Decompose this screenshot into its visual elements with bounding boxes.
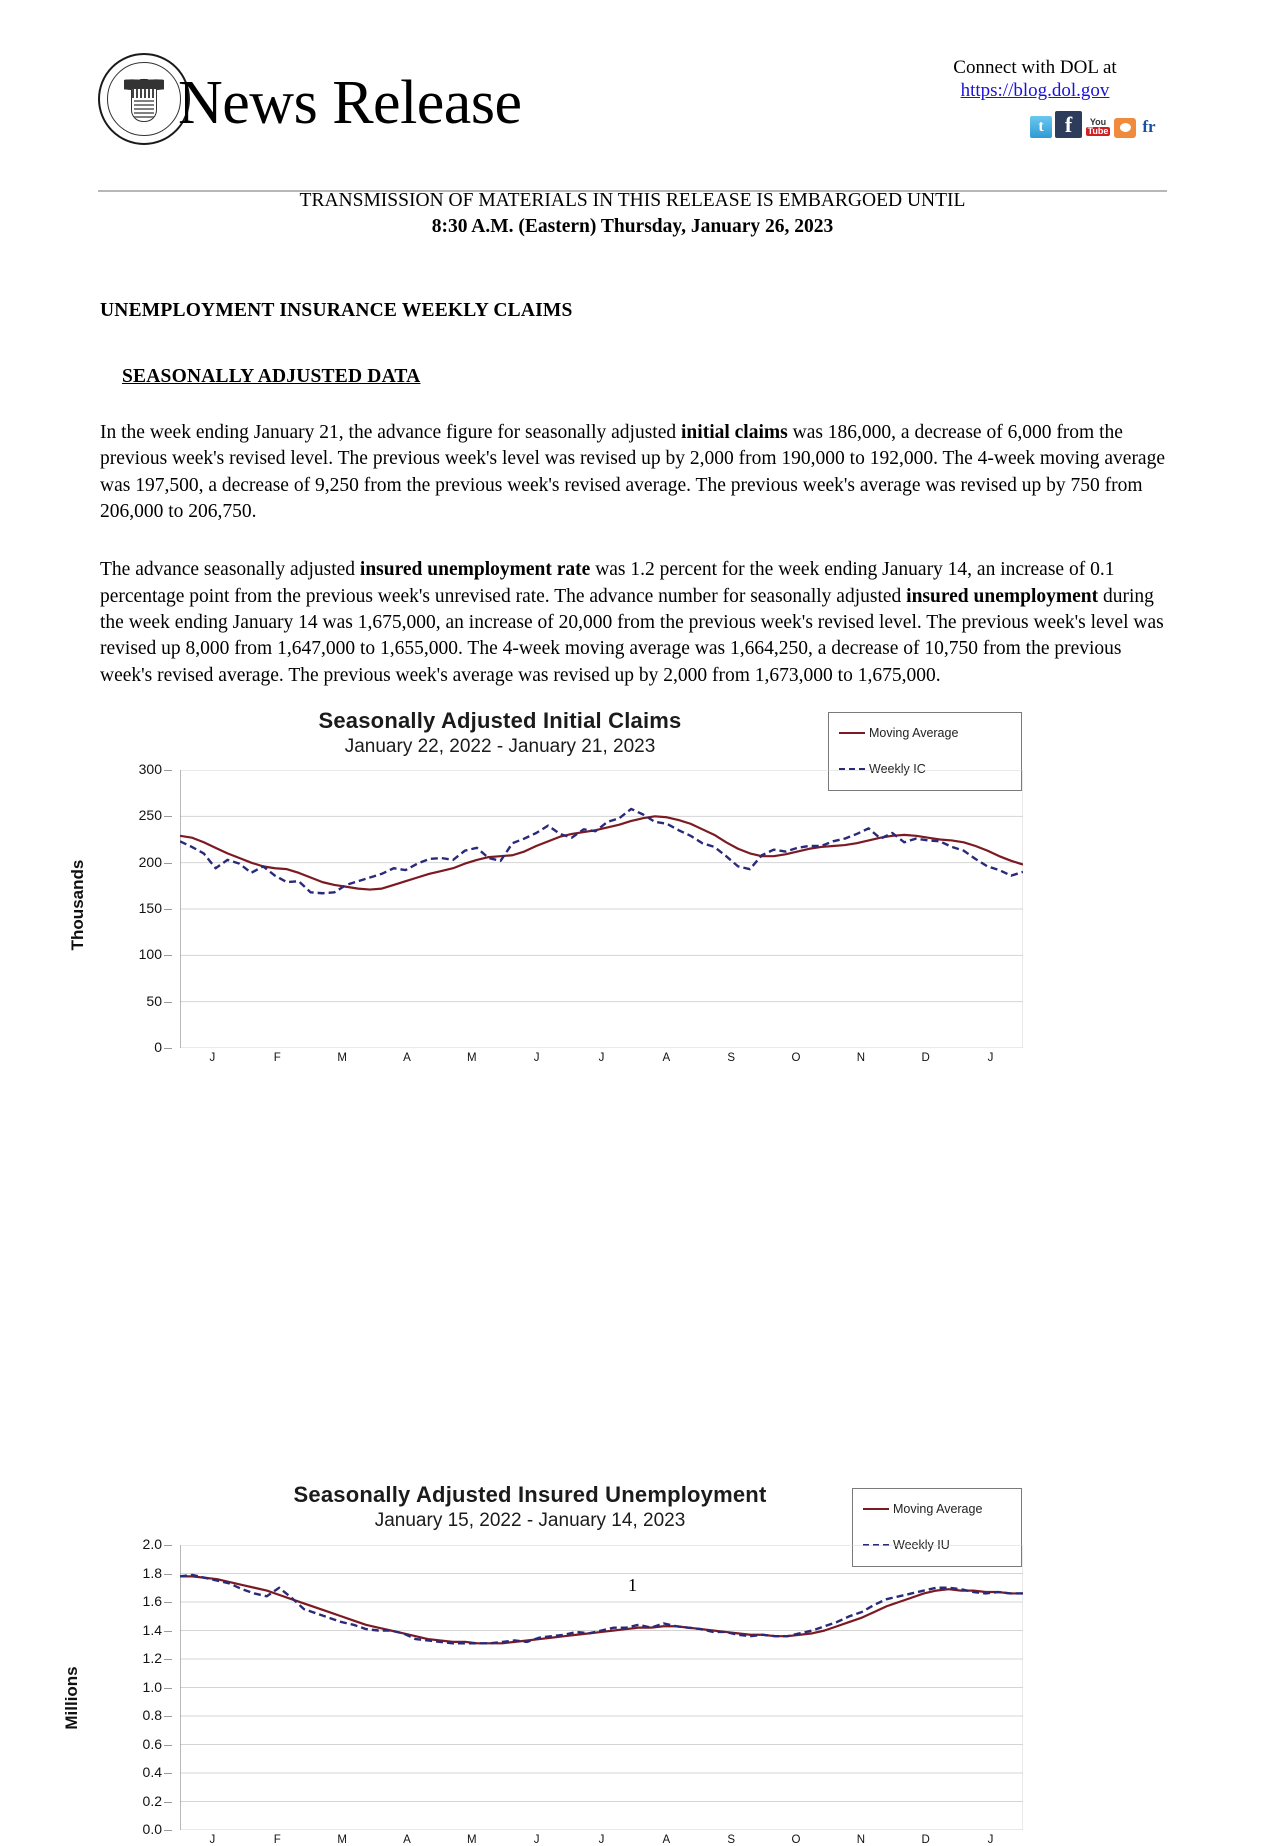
- insured-unemployment-chart-xtick-2: M: [337, 1834, 347, 1846]
- tick-mark: [164, 1745, 172, 1746]
- initial-claims-chart-xtick-10: N: [856, 1052, 866, 1064]
- initial-claims-chart-ytick-4: 200: [138, 853, 162, 870]
- chart1-y-axis: [110, 761, 172, 1055]
- shield-icon: [131, 88, 157, 122]
- initial-claims-chart-xtick-6: J: [598, 1052, 605, 1064]
- chart1-ylabel: Thousands: [68, 859, 87, 951]
- tick-mark: [164, 816, 172, 817]
- insured-unemployment-chart-ytick-6: 1.2: [142, 1650, 162, 1666]
- youtube-icon-bottom: Tube: [1087, 125, 1109, 136]
- initial-claims-chart-series-1: [180, 809, 1023, 893]
- insured-unemployment-chart-ytick-2: 0.4: [142, 1764, 162, 1780]
- insured-unemployment-chart-xtick-11: D: [921, 1834, 930, 1846]
- chart1-plot-area: [180, 770, 1023, 1048]
- chart2-x-axis: [180, 1834, 1023, 1846]
- p2-bold-2: insured unemployment: [906, 585, 1099, 607]
- page-header: [0, 0, 1265, 150]
- insured-unemployment-chart-xtick-6: J: [598, 1834, 605, 1846]
- initial-claims-chart-xtick-5: J: [533, 1052, 540, 1064]
- p1-text-a: In the week ending January 21, the advance figure for seasonally adjusted: [100, 422, 682, 443]
- insured-unemployment-chart-ytick-0: 0.0: [142, 1821, 162, 1837]
- initial-claims-chart-xtick-11: D: [921, 1052, 930, 1064]
- tick-mark: [164, 1602, 172, 1603]
- insured-unemployment-chart-ytick-4: 0.8: [142, 1707, 162, 1723]
- insured-unemployment-chart-ytick-3: 0.6: [142, 1735, 162, 1752]
- p2-bold-1: insured unemployment rate: [359, 559, 591, 581]
- insured-unemployment-chart-ytick-5: 1.0: [142, 1678, 162, 1695]
- insured-unemployment-chart-xtick-3: A: [403, 1834, 411, 1846]
- insured-unemployment-chart-xtick-0: J: [209, 1834, 216, 1846]
- chart2-ylabel: Millions: [62, 1666, 81, 1730]
- chart1-legend-label-1: Weekly IC: [869, 762, 926, 776]
- tick-mark: [164, 1659, 172, 1660]
- facebook-icon[interactable]: [1055, 111, 1082, 138]
- initial-claims-chart-ytick-1: 50: [146, 992, 162, 1009]
- page-number: 1: [628, 1575, 637, 1595]
- p1-text-b: was 186,000, a decrease of 6,000 from the previous week's revised level. The previous week's level was revised up by 2,000 from 190,000 to 192,000. The 4-week moving average was 197,500, a decrease of 9,250 from the previous week's revised average. The previous week's average was revised up by 750 from 206,000 to 206,750.: [100, 422, 1165, 522]
- chat-icon[interactable]: [1114, 118, 1136, 138]
- insured-unemployment-chart-xtick-4: M: [467, 1834, 477, 1846]
- initial-claims-chart-xtick-8: S: [727, 1052, 735, 1064]
- insured-unemployment-chart-ytick-8: 1.6: [142, 1593, 162, 1609]
- subsection-heading: SEASONALLY ADJUSTED DATA: [122, 366, 421, 387]
- header-divider: [98, 190, 1167, 192]
- insured-unemployment-chart-xtick-9: O: [791, 1834, 801, 1846]
- insured-unemployment-chart-ytick-7: 1.4: [142, 1621, 162, 1638]
- insured-unemployment-chart-xtick-8: S: [727, 1834, 735, 1846]
- tick-mark: [164, 1830, 172, 1831]
- youtube-icon-top: You: [1089, 116, 1107, 127]
- paragraph-insured-unemployment: [100, 557, 1165, 689]
- initial-claims-chart-xtick-0: J: [209, 1052, 216, 1064]
- tick-mark: [164, 1002, 172, 1003]
- charts-container: [0, 690, 1265, 1846]
- initial-claims-chart-xtick-4: M: [467, 1052, 477, 1064]
- connect-label: Connect with DOL at: [953, 57, 1117, 78]
- insured-unemployment-chart-ytick-9: 1.8: [142, 1564, 162, 1581]
- chart1-title: Seasonally Adjusted Initial Claims: [318, 708, 682, 733]
- chart2-legend-label-0: Moving Average: [893, 1502, 983, 1516]
- p2-text-c: during the week ending January 14 was 1,675,000, an increase of 20,000 from the previous week's revised level. The previous week's level was revised up 8,000 from 1,647,000 to 1,655,000. The 4-week moving average was 1,664,250, a decrease of 10,750 from the previous week's revised average. The previous week's average was revised up by 2,000 from 1,673,000 to 1,675,000.: [100, 585, 1164, 686]
- initial-claims-chart-xtick-3: A: [403, 1052, 411, 1064]
- tick-mark: [164, 1688, 172, 1689]
- chart2-legend-item-moving-average: [863, 1498, 1011, 1520]
- document-body: [100, 300, 1165, 689]
- chart2-legend-label-1: Weekly IU: [893, 1538, 950, 1552]
- embargo-notice: [0, 188, 1265, 241]
- p1-bold: initial claims: [681, 422, 788, 443]
- youtube-icon[interactable]: [1085, 116, 1111, 138]
- tick-mark: [164, 1773, 172, 1774]
- initial-claims-chart-ytick-2: 100: [138, 946, 162, 963]
- initial-claims-chart-xtick-1: F: [273, 1052, 281, 1064]
- chart1-title-block: [150, 708, 850, 758]
- page-title: News Release: [178, 69, 522, 137]
- tick-mark: [164, 1545, 172, 1546]
- solid-line-swatch-icon: [839, 732, 865, 734]
- initial-claims-chart-ytick-3: 150: [138, 900, 162, 916]
- insured-unemployment-chart-xtick-10: N: [856, 1834, 866, 1846]
- chart2-title-block: [150, 1482, 910, 1532]
- initial-claims-chart-xtick-7: A: [662, 1052, 671, 1064]
- initial-claims-chart-svg: [180, 770, 1023, 1048]
- chart1-legend-label-0: Moving Average: [869, 726, 959, 740]
- chart2-title: Seasonally Adjusted Insured Unemployment: [293, 1482, 767, 1507]
- initial-claims-chart-xtick-12: J: [987, 1052, 994, 1064]
- initial-claims-chart-xtick-2: M: [337, 1052, 347, 1064]
- insured-unemployment-chart-xtick-1: F: [273, 1834, 281, 1846]
- tick-mark: [164, 863, 172, 864]
- tick-mark: [164, 1802, 172, 1803]
- initial-claims-chart-xtick-9: O: [791, 1052, 801, 1064]
- twitter-icon[interactable]: [1030, 116, 1052, 138]
- embargo-line-1: TRANSMISSION OF MATERIALS IN THIS RELEASE IS EMBARGOED UNTIL: [299, 190, 966, 211]
- chart1-subtitle: January 22, 2022 - January 21, 2023: [344, 736, 656, 757]
- dol-blog-link[interactable]: https://blog.dol.gov: [960, 79, 1110, 101]
- initial-claims-chart: [0, 690, 1265, 1090]
- tick-mark: [164, 909, 172, 910]
- connect-block: [905, 56, 1165, 138]
- section-heading: UNEMPLOYMENT INSURANCE WEEKLY CLAIMS: [100, 300, 573, 321]
- p2-text-b: was 1.2 percent for the week ending January 14, an increase of 0.1 percentage point from the previous week's unrevised rate. The advance number for seasonally adjusted: [100, 559, 1115, 607]
- initial-claims-chart-ytick-5: 250: [138, 807, 162, 824]
- tick-mark: [164, 1048, 172, 1049]
- chart1-legend-item-moving-average: [839, 722, 1011, 744]
- insured-unemployment-chart-ytick-1: 0.2: [142, 1792, 162, 1809]
- paragraph-initial-claims: [100, 420, 1165, 525]
- initial-claims-chart-ytick-0: 0: [154, 1039, 162, 1055]
- chart1-x-axis: [180, 1052, 1023, 1064]
- dol-seal-icon: [98, 53, 190, 145]
- initial-claims-chart-ytick-6: 300: [138, 761, 162, 777]
- tick-mark: [164, 1631, 172, 1632]
- insured-unemployment-chart-xtick-7: A: [662, 1834, 671, 1846]
- tick-mark: [164, 1716, 172, 1717]
- insured-unemployment-chart-xtick-5: J: [533, 1834, 540, 1846]
- p2-text-a: The advance seasonally adjusted: [100, 559, 360, 581]
- social-icons-row: [905, 111, 1165, 138]
- embargo-line-2: 8:30 A.M. (Eastern) Thursday, January 26, 2023: [431, 216, 834, 238]
- solid-line-swatch-icon: [863, 1508, 889, 1510]
- flickr-icon[interactable]: [1139, 116, 1159, 138]
- insured-unemployment-chart: [0, 1090, 1265, 1846]
- insured-unemployment-chart-ytick-10: 2.0: [142, 1536, 162, 1552]
- tick-mark: [164, 955, 172, 956]
- insured-unemployment-chart-xtick-12: J: [987, 1834, 994, 1846]
- tick-mark: [164, 770, 172, 771]
- chart2-subtitle: January 15, 2022 - January 14, 2023: [374, 1510, 686, 1531]
